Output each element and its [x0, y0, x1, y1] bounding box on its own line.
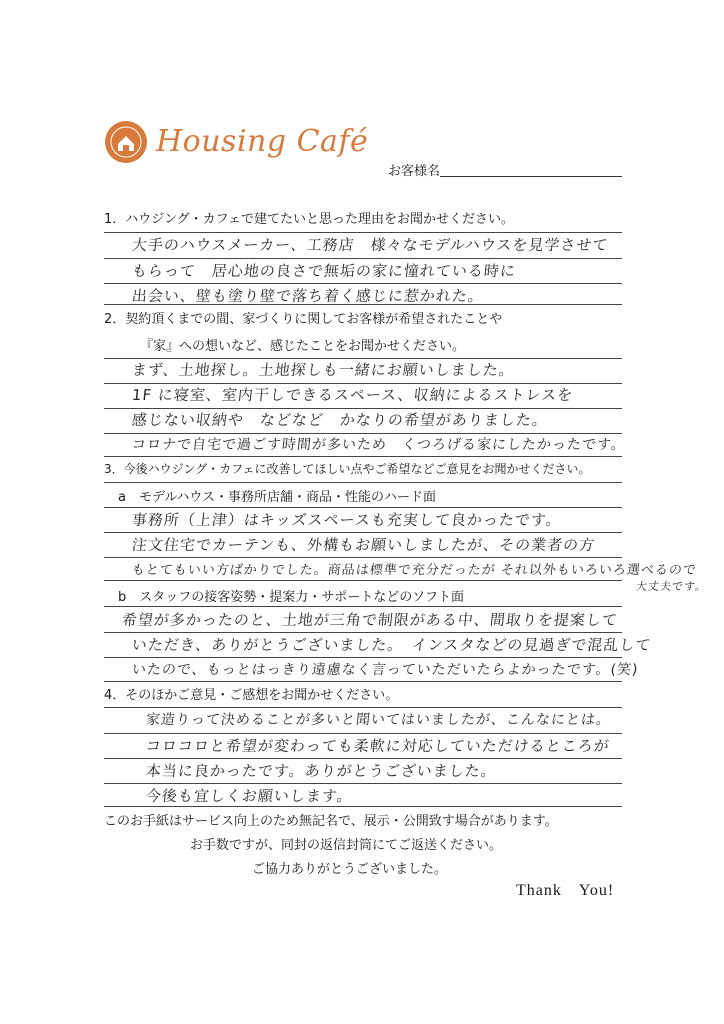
q2-answer-line-3: 感じない収納や などなど かなりの希望がありました。 [131, 411, 549, 429]
q3-b-answer-line-2: いただき、ありがとうございました。 インスタなどの見過ぎで混乱して [131, 636, 653, 654]
question-4-title: 4．そのほかご意見・ご感想をお聞かせください。 [104, 688, 399, 703]
q1-answer-line-1: 大手のハウスメーカー、工務店 様々なモデルハウスを見学させて [131, 236, 610, 254]
q1-answer-line-3: 出会い、壁も塗り壁で落ち着く感じに惹かれた。 [131, 287, 485, 305]
question-2-title-2: 『家』への想いなど、感じたことをお聞かせください。 [140, 339, 466, 354]
rule-line [104, 632, 622, 633]
rule-line [104, 606, 622, 607]
rule-line [104, 258, 622, 259]
question-3-title: 3．今後ハウジング・カフェに改善してほしい点やご希望などご意見をお聞かせください。 [104, 462, 591, 476]
rule-line [104, 657, 622, 658]
q3-a-answer-line-3: もとてもいい方ばかりでした。商品は標準で充分だったが それ以外もいろいろ選べるので [131, 563, 698, 578]
q2-answer-line-4: コロナで自宅で過ごす時間が多いため くつろげる家にしたかったです。 [131, 437, 627, 453]
rule-line [104, 806, 622, 807]
rule-line [104, 733, 622, 734]
q3-a-label: a モデルハウス・事務所店舗・商品・性能のハード面 [118, 490, 437, 505]
rule-line [104, 232, 622, 233]
customer-name-label: お客様名 [388, 164, 441, 179]
question-2-title-1: 2．契約頂くまでの間、家づくりに関してお客様が希望されたことや [104, 312, 503, 327]
rule-line [104, 580, 622, 581]
rule-line [104, 681, 622, 682]
q4-answer-line-1: 家造りって決めることが多いと聞いてはいましたが、こんなにとは。 [145, 712, 612, 728]
rule-line [104, 507, 622, 508]
footer-notice: このお手紙はサービス向上のため無記名で、展示・公開致す場合があります。 [104, 814, 558, 829]
housing-cafe-logo [104, 120, 369, 172]
q3-a-answer-line-4: 大丈夫です。 [635, 580, 708, 593]
rule-line [104, 283, 622, 284]
rule-line [104, 783, 622, 784]
q3-b-label: b スタッフの接客姿勢・提案力・サポートなどのソフト面 [118, 590, 464, 605]
thank-you-text: Thank You! [516, 882, 615, 899]
q3-b-answer-line-1: 希望が多かったのと、土地が三角で制限がある中、間取りを提案して [121, 611, 619, 629]
rule-line [104, 304, 622, 305]
q3-b-answer-line-3: いたので、もっとはっきり遠慮なく言っていただいたらよかったです。(笑) [131, 662, 640, 678]
footer-thanks-jp: ご協力ありがとうございました。 [252, 862, 448, 877]
brand-wordmark: Housing Café [156, 124, 369, 159]
rule-line [104, 707, 622, 708]
footer-return-instructions: お手数ですが、同封の返信封筒にてご返送ください。 [190, 838, 503, 853]
q2-answer-line-2: 1F に寝室、室内干しできるスペース、収納によるストレスを [131, 386, 575, 404]
q3-a-answer-line-1: 事務所（上津）はキッズスペースも充実して良かったです。 [131, 511, 563, 529]
q3-a-answer-line-2: 注文住宅でカーテンも、外構もお願いしましたが、その業者の方 [131, 536, 597, 554]
rule-line [104, 456, 622, 457]
q1-answer-line-2: もらって 居心地の良さで無垢の家に憧れている時に [131, 262, 517, 280]
rule-line [104, 482, 622, 483]
rule-line [104, 532, 622, 533]
question-1-title: 1．ハウジング・カフェで建てたいと思った理由をお聞かせください。 [104, 212, 515, 227]
housing-cafe-seal-icon [104, 120, 148, 164]
q2-answer-line-1: まず、土地探し。土地探しも一緒にお願いしました。 [131, 361, 516, 379]
q4-answer-line-3: 本当に良かったです。ありがとうございました。 [145, 762, 498, 780]
q4-answer-line-4: 今後も宜しくお願いします。 [145, 787, 354, 805]
rule-line [104, 557, 622, 558]
rule-line [104, 758, 622, 759]
q4-answer-line-2: コロコロと希望が変わっても柔軟に対応していただけるところが [145, 737, 611, 755]
customer-name-line [440, 176, 622, 177]
